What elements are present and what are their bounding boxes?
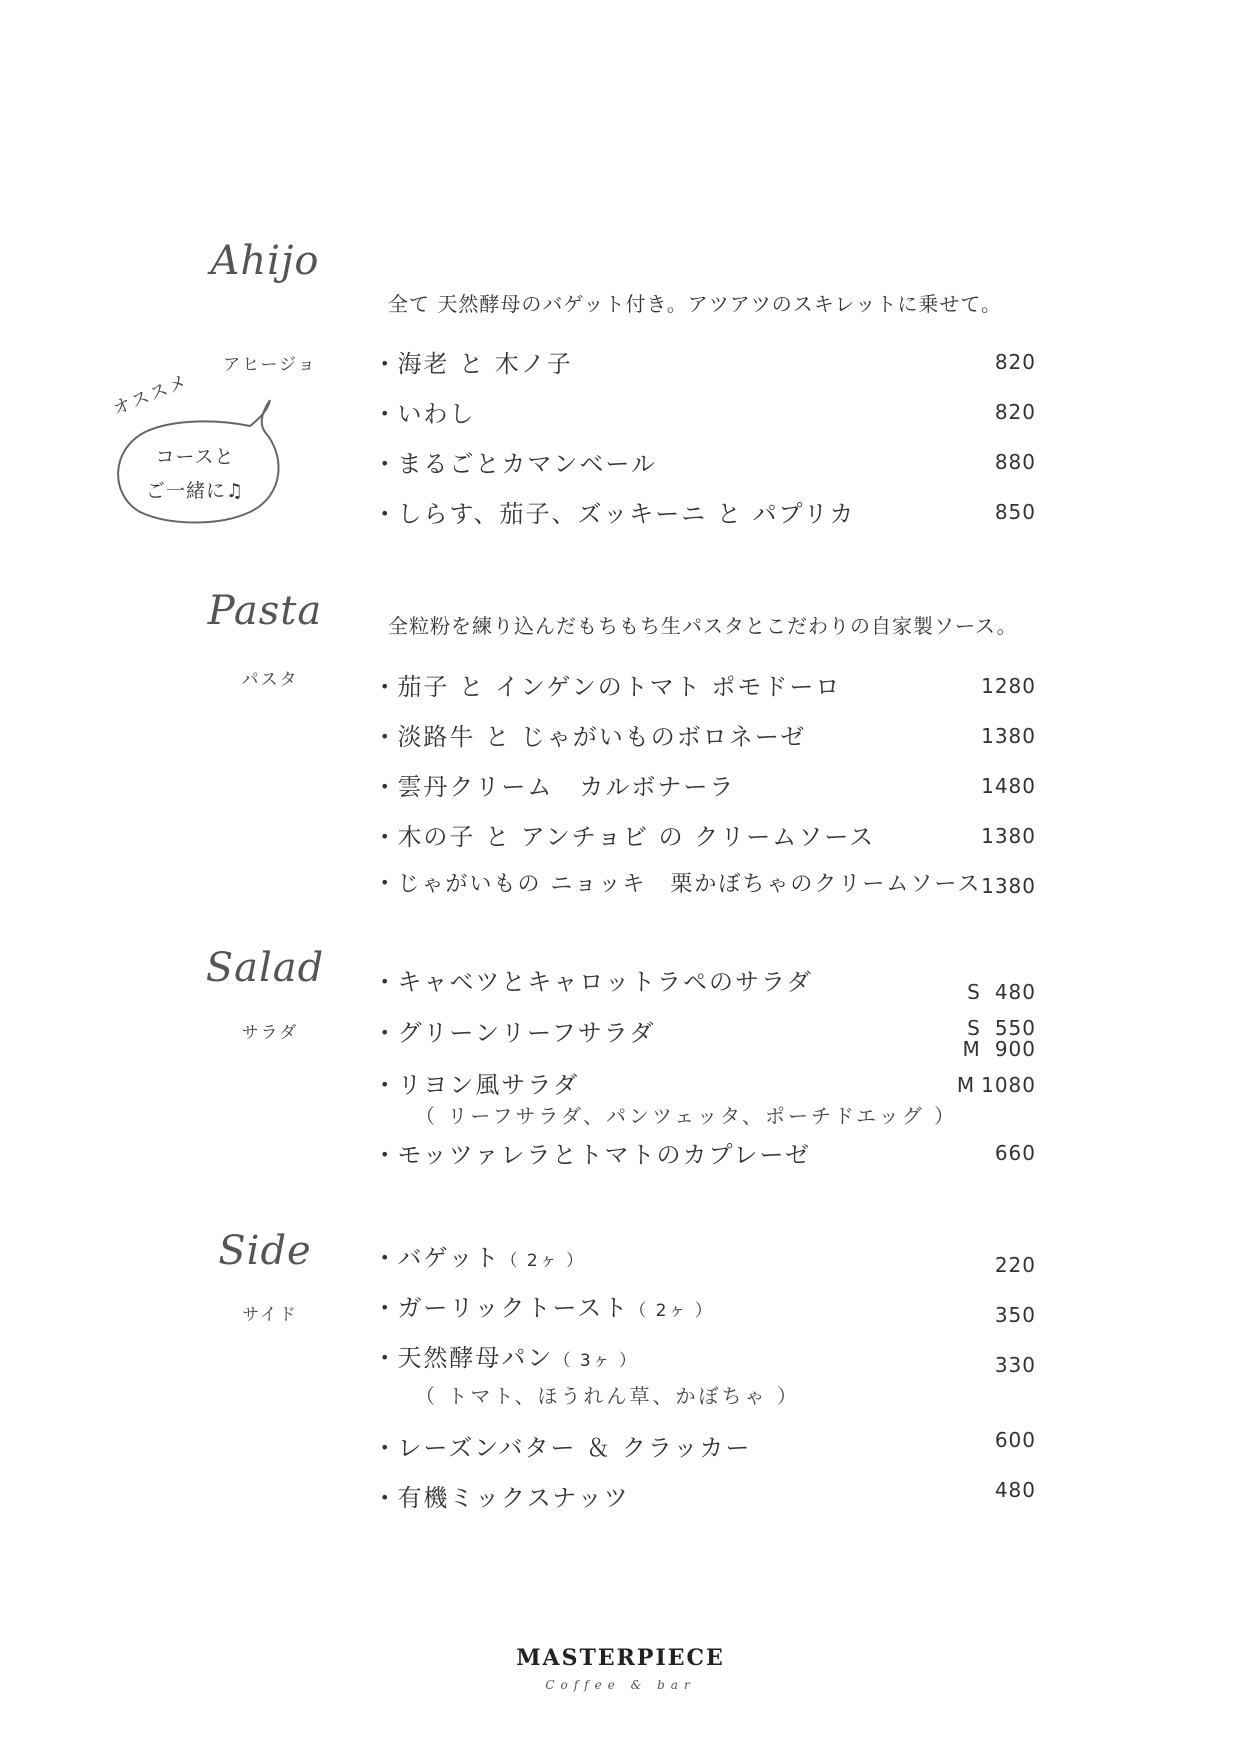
- side-script-title: Side: [218, 1228, 312, 1274]
- menu-item: • 淡路牛 と じゃがいものボロネーゼ: [380, 723, 807, 751]
- menu-item: • 木の子 と アンチョビ の クリームソース: [380, 823, 876, 851]
- pasta-description: 全粒粉を練り込んだもちもち生パスタとこだわりの自家製ソース。: [388, 614, 1018, 638]
- menu-item: • 天然酵母パン（ 3ヶ ）: [380, 1344, 639, 1372]
- price: 480: [994, 1478, 1036, 1502]
- menu-item: • 茄子 と インゲンのトマト ポモドーロ: [380, 673, 842, 701]
- side-kana-title: サイド: [242, 1305, 298, 1325]
- menu-item: • まるごとカマンベール: [380, 450, 657, 478]
- salad-script-title: Salad: [205, 945, 325, 991]
- price: 850: [994, 500, 1036, 524]
- item-note: （ リーフサラダ、パンツェッタ、ポーチドエッグ ）: [415, 1104, 958, 1128]
- pasta-kana-title: パスタ: [241, 670, 299, 690]
- price: S 550: [967, 1016, 1036, 1040]
- price: 600: [994, 1428, 1036, 1452]
- price: 1280: [981, 674, 1036, 698]
- menu-item: • 有機ミックスナッツ: [380, 1484, 630, 1512]
- price: 220: [994, 1253, 1036, 1277]
- salad-kana-title: サラダ: [241, 1023, 299, 1043]
- menu-item: • 雲丹クリーム カルボナーラ: [380, 773, 736, 801]
- ajillo-description: 全て 天然酵母のバゲット付き。アツアツのスキレットに乗せて。: [388, 292, 1002, 316]
- footer-logo-subtitle: Coffee & bar: [545, 1678, 696, 1692]
- menu-item: • いわし: [380, 400, 476, 428]
- menu-item: • バゲット（ 2ヶ ）: [380, 1244, 586, 1272]
- menu-item: • リヨン風サラダ: [380, 1071, 580, 1099]
- menu-item: • レーズンバター ＆ クラッカー: [380, 1434, 752, 1462]
- footer-logo: MASTERPIECE: [516, 1645, 725, 1671]
- price: 1480: [981, 774, 1036, 798]
- menu-item: • キャベツとキャロットラペのサラダ: [380, 968, 813, 996]
- price: 820: [994, 400, 1036, 424]
- menu-item: • しらす、茄子、ズッキーニ と パプリカ: [380, 500, 856, 528]
- price: 1380: [981, 874, 1036, 898]
- menu-item: • モッツァレラとトマトのカプレーゼ: [380, 1141, 812, 1169]
- price: 820: [994, 350, 1036, 374]
- bubble-text: コースと ご一緒に♫: [145, 446, 245, 502]
- price: S 480: [967, 980, 1036, 1004]
- ajillo-script-title: Ahijo: [210, 238, 320, 284]
- menu-item: • グリーンリーフサラダ: [380, 1019, 656, 1047]
- price: 350: [994, 1303, 1036, 1327]
- ajillo-kana-title: アヒージョ: [223, 355, 317, 375]
- price: 880: [994, 450, 1036, 474]
- item-note: （ トマト、ほうれん草、かぼちゃ ）: [415, 1384, 800, 1408]
- price: M 1080: [956, 1073, 1036, 1097]
- price: 660: [994, 1141, 1036, 1165]
- menu-item: • ガーリックトースト（ 2ヶ ）: [380, 1294, 714, 1322]
- price: 330: [994, 1353, 1036, 1377]
- price: 1380: [981, 724, 1036, 748]
- menu-item: • 海老 と 木ノ子: [380, 350, 573, 378]
- price: 1380: [981, 824, 1036, 848]
- menu-item: • じゃがいもの ニョッキ 栗かぼちゃのクリームソース: [380, 872, 982, 897]
- price: M 900: [962, 1037, 1036, 1061]
- recommend-tag: オススメ: [109, 370, 192, 421]
- pasta-script-title: Pasta: [207, 588, 323, 634]
